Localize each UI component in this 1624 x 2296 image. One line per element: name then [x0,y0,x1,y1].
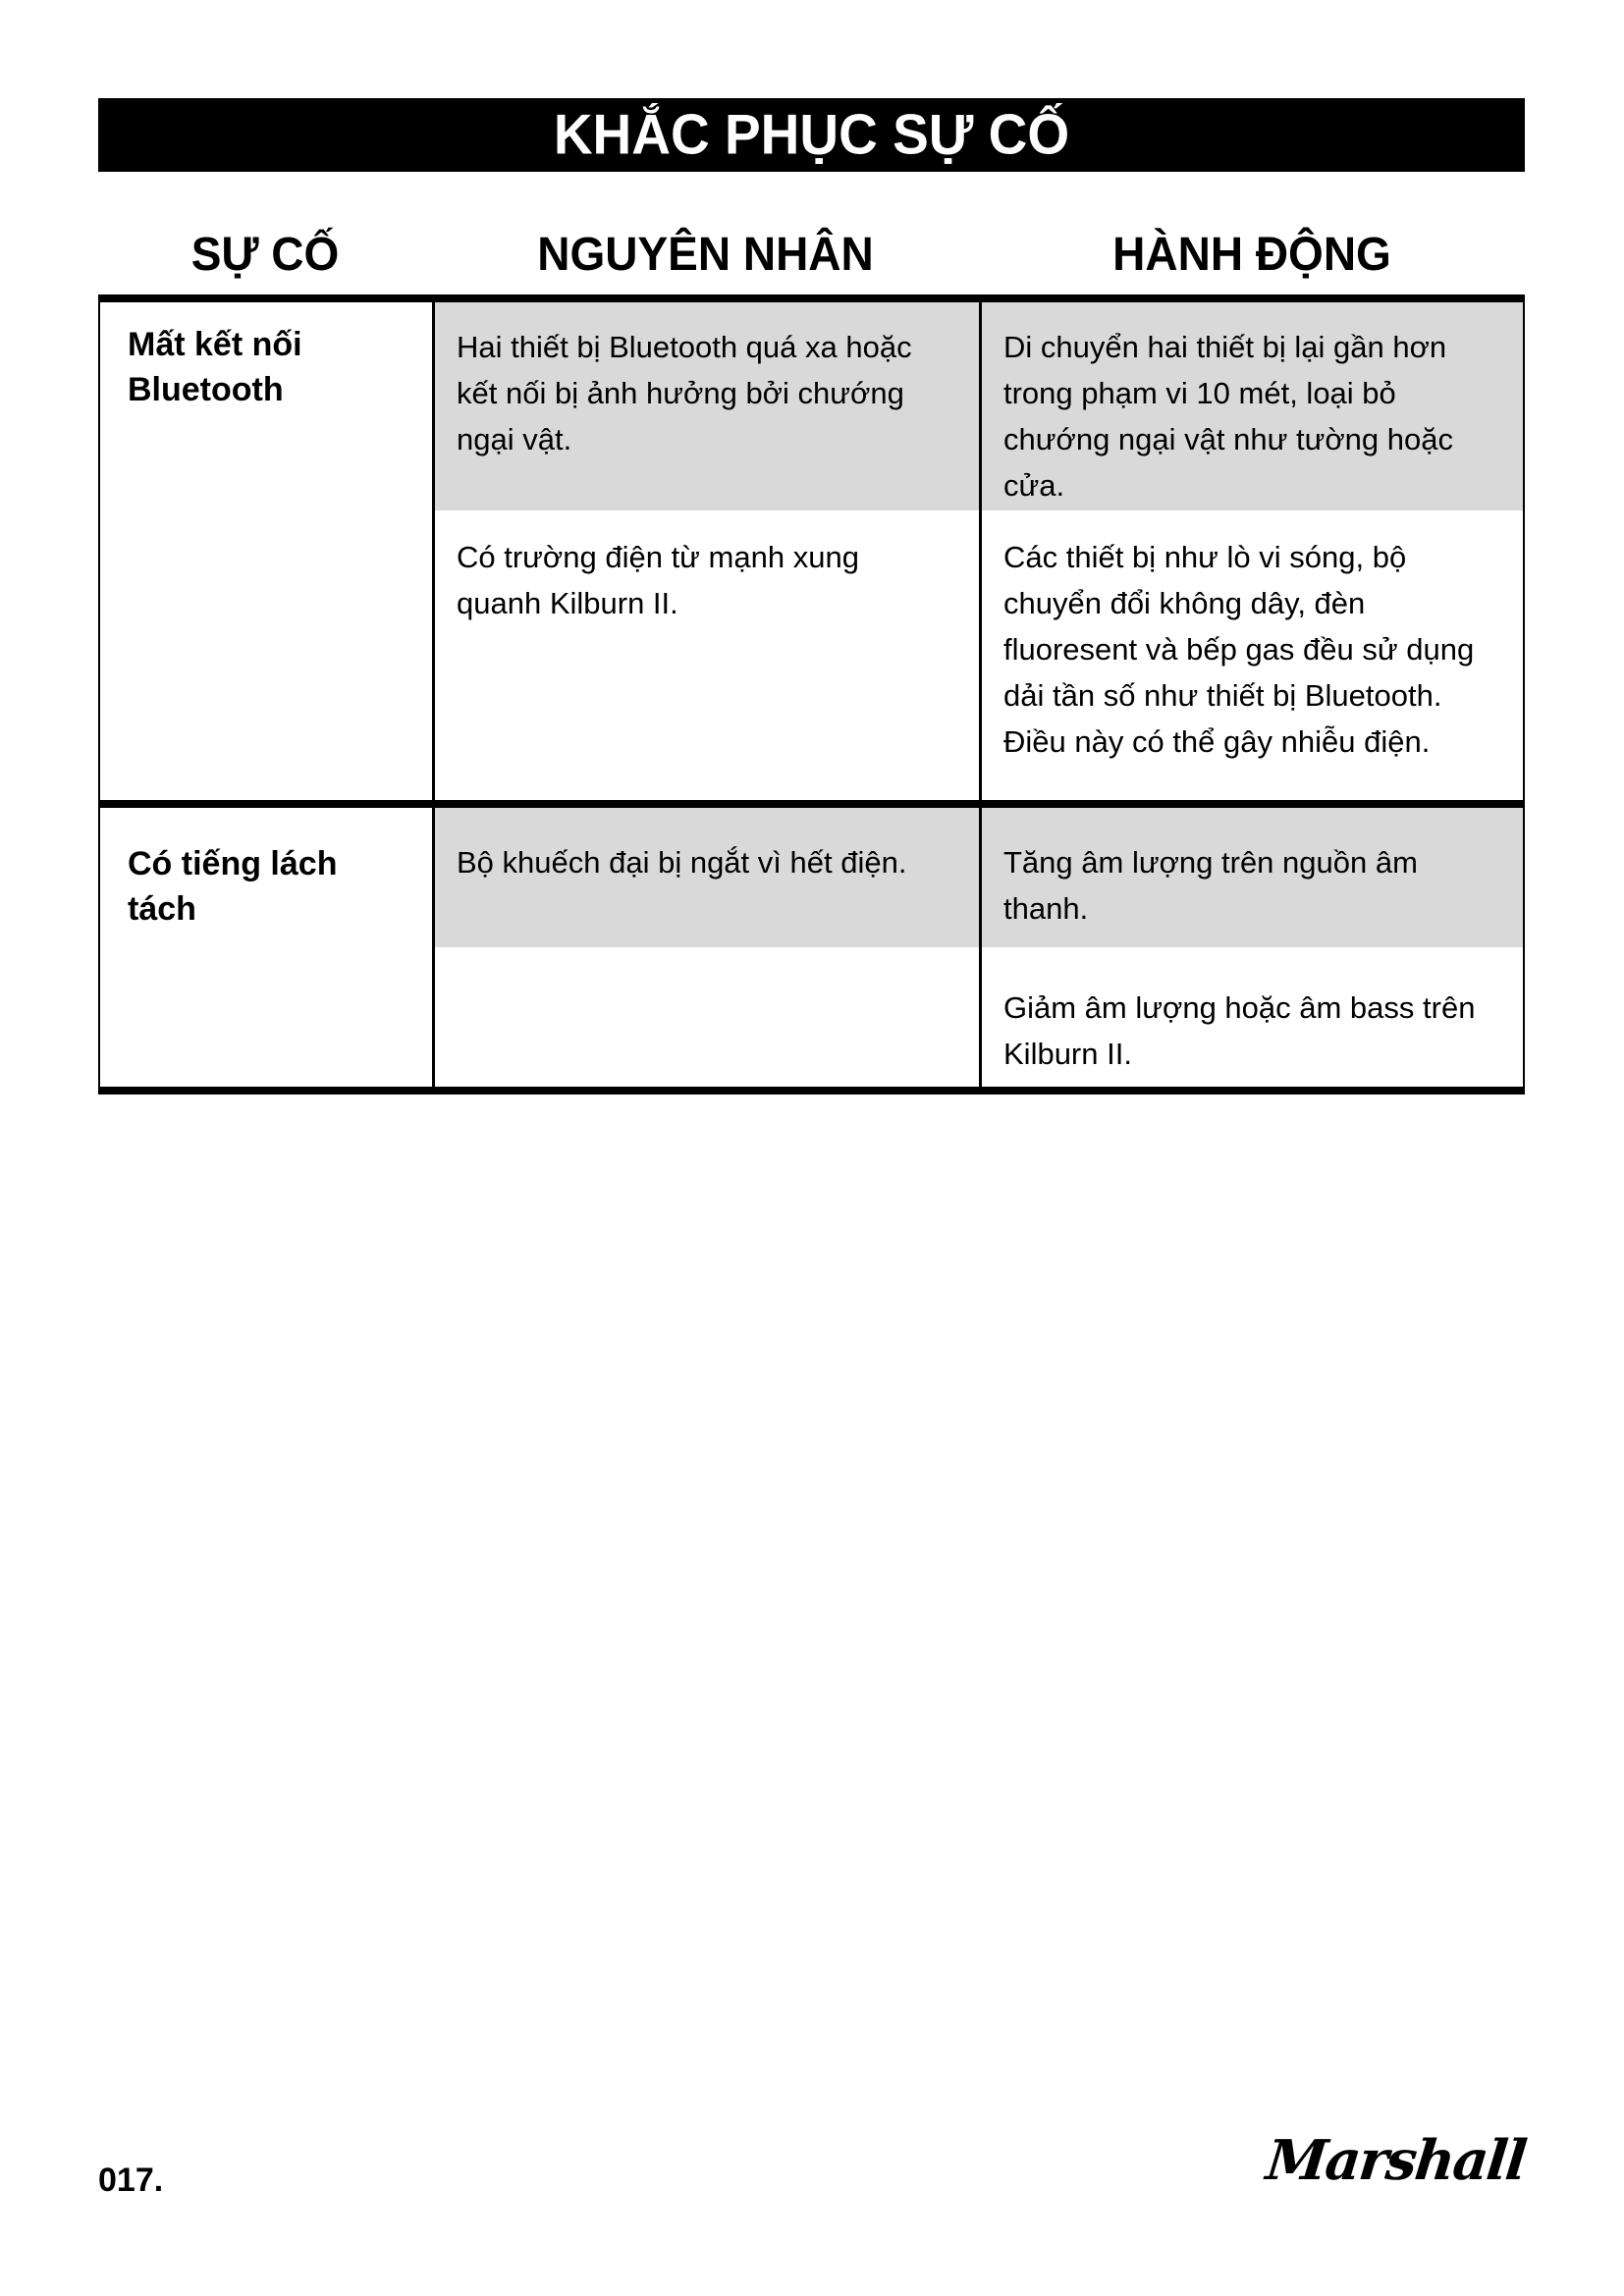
column-header-problem: SỰ CỐ [190,226,340,281]
page-number: 017. [98,2162,164,2199]
action-cell: Di chuyển hai thiết bị lại gần hơn trong phạm vi 10 mét, loại bỏ chướng ngại vật như tường hoặc cửa. [982,302,1523,510]
page-title: KHẮC PHỤC SỰ CỐ [553,102,1070,167]
table-row [100,808,1523,1087]
table-column-headers [98,214,1525,293]
problem-column-cell [100,808,432,1087]
action-column-cell [979,808,1523,1087]
table-row [100,302,1523,800]
column-header-action: HÀNH ĐỘNG [1112,226,1391,281]
problem-column-cell [100,302,432,800]
cause-cell [435,947,979,1087]
cause-column-cell [432,302,979,800]
cause-cell: Hai thiết bị Bluetooth quá xa hoặc kết nối bị ảnh hưởng bởi chướng ngại vật. [435,302,979,510]
cause-cell: Có trường điện từ mạnh xung quanh Kilburn II. [457,540,859,620]
action-column-cell [979,302,1523,800]
problem-label: Có tiếng lách tách [128,845,338,928]
cause-column-cell [432,808,979,1087]
marshall-logo: Marshall [1263,2128,1529,2193]
troubleshooting-table [98,294,1525,1095]
action-cell: Giảm âm lượng hoặc âm bass trên Kilburn II. [1003,990,1476,1071]
row-divider [100,800,1523,808]
cause-cell: Bộ khuếch đại bị ngắt vì hết điện. [435,808,979,947]
action-cell: Các thiết bị như lò vi sóng, bộ chuyển đổi không dây, đèn fluoresent và bếp gas đều sử dụng dải tần số như thiết bị Bluetooth. Điều này có thể gây nhiễu điện. [1003,540,1475,759]
problem-label: Mất kết nối Bluetooth [128,326,302,408]
page-title-bar [98,98,1525,172]
column-header-cause: NGUYÊN NHÂN [537,226,874,281]
action-cell: Tăng âm lượng trên nguồn âm thanh. [982,808,1523,947]
